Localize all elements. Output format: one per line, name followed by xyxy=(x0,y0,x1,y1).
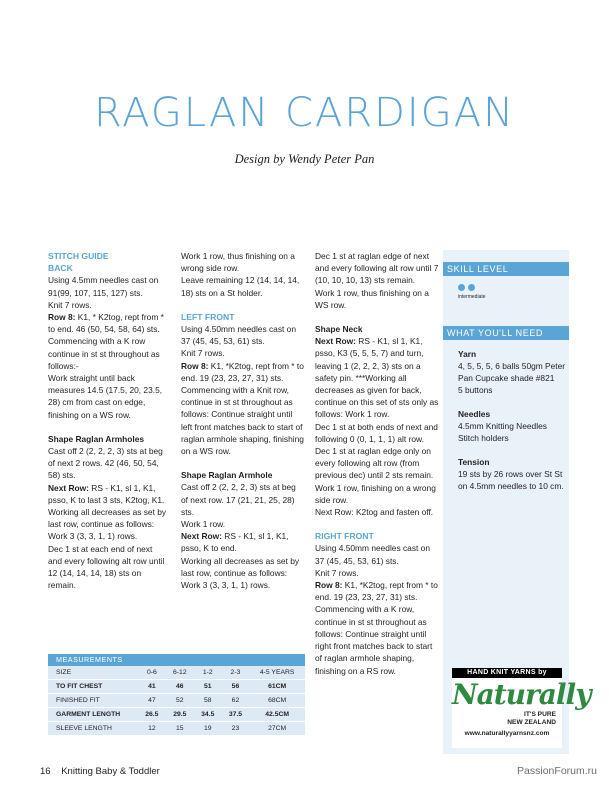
back-cast-on: Using 4.5mm needles cast on 91(99, 107, 115, 127) sts. xyxy=(48,275,159,298)
right-front-heading: RIGHT FRONT xyxy=(315,531,374,542)
lf-knit-rows: Knit 7 rows. xyxy=(181,348,225,359)
table-cell: 61CM xyxy=(249,680,305,694)
tension-text: 19 sts by 26 rows over St St on 4.5mm needles to 10 cm. xyxy=(458,469,564,491)
tension-heading: Tension xyxy=(458,457,490,467)
lf-commencing: Commencing with a Knit row, continue in st st throughout as follows: Continue straight until left front matches back to start of raglan armhole shaping, finishing on a WS row. xyxy=(181,385,304,457)
materials-list xyxy=(443,348,569,492)
lf-cast-on: Using 4.50mm needles cast on 37 (45, 45, 53, 61) sts. xyxy=(181,324,296,347)
needles-text: 4.5mm Knitting Needles xyxy=(458,421,547,431)
table-cell: 2-3 xyxy=(222,666,250,680)
ad-url: www.naturallyyarnsnz.com xyxy=(464,730,550,737)
what-you-need-header: WHAT YOU'LL NEED xyxy=(443,326,569,340)
table-cell: 58 xyxy=(194,694,222,708)
table-cell: 12 xyxy=(138,722,166,736)
table-cell: 51 xyxy=(194,680,222,694)
back-commencing: Commencing with a K row continue in st st throughout as follows:- xyxy=(48,336,160,371)
ad-by-text: by xyxy=(538,669,547,676)
row8-label: Row 8: xyxy=(181,360,209,371)
row-label: TO FIT CHEST xyxy=(48,680,138,694)
skill-level-icon xyxy=(443,276,569,324)
lf-row8 xyxy=(181,360,305,384)
row-label: SLEEVE LENGTH xyxy=(48,722,138,736)
table-cell: 68CM xyxy=(249,694,305,708)
row-label: FINISHED FIT xyxy=(48,694,138,708)
table-cell: 15 xyxy=(166,722,194,736)
table-cell: 37.5 xyxy=(222,708,250,722)
stitch-guide-heading: STITCH GUIDE xyxy=(48,251,109,261)
table-cell: 27CM xyxy=(249,722,305,736)
neck-dec-both: Dec 1 st at both ends of next and following 0 (0, 1, 1, 1) alt row. xyxy=(315,421,438,444)
measurements-table xyxy=(48,654,305,736)
table-row xyxy=(48,694,305,708)
yarn-balls-icon xyxy=(458,284,569,291)
publication-name: Knitting Baby & Toddler xyxy=(61,766,160,777)
shape-raglan-armhole-heading: Shape Raglan Armhole xyxy=(181,470,273,481)
back-knit-rows: Knit 7 rows. xyxy=(48,299,92,310)
lf-working-decreases: Working all decreases as set by last row, continue as follows: xyxy=(181,555,300,578)
page-footer xyxy=(40,766,168,777)
back-heading: BACK xyxy=(48,263,73,274)
row8-text: K1, * K2tog, rept from * to end. 46 (50, 54, 58, 64) sts. xyxy=(48,312,164,335)
shape-neck-heading: Shape Neck xyxy=(315,324,363,335)
neck-work-row: Work 1 row, finishing on a wrong side row. xyxy=(315,482,436,505)
next-row-label: Next Row: xyxy=(48,482,89,493)
row-label: SIZE xyxy=(48,666,138,680)
lf-cast-off: Cast off 2 (2, 2, 2, 3) sts at beg of next row. 17 (21, 21, 25, 28) sts. xyxy=(181,482,296,517)
row8-text: K1, *K2tog, rept from * to end. 19 (23, 23, 27, 31) sts. xyxy=(181,360,304,383)
ad-pure-line2: NEW ZEALAND xyxy=(507,719,556,726)
table-cell: 29.5 xyxy=(166,708,194,722)
measurements-header: MEASUREMENTS xyxy=(48,654,305,666)
table-row xyxy=(48,708,305,722)
row8-label: Row 8: xyxy=(48,312,76,323)
table-cell: 1-2 xyxy=(194,666,222,680)
table-cell: 41 xyxy=(138,680,166,694)
ad-pure-line1: IT'S PURE xyxy=(524,711,556,718)
next-row-label: Next Row: xyxy=(181,531,222,542)
designer-byline: Design by Wendy Peter Pan xyxy=(234,152,375,166)
shape-raglan-heading: Shape Raglan Armholes xyxy=(48,433,145,444)
back-cast-off: Cast off 2 (2, 2, 2, 3) sts at beg of next 2 rows. 42 (46, 50, 54, 58) sts. xyxy=(48,446,163,481)
table-cell: 42.5CM xyxy=(249,708,305,722)
page-title: RAGLAN CARDIGAN xyxy=(94,90,515,136)
table-cell: 56 xyxy=(222,680,250,694)
back-dec: Dec 1 st at each end of next and every following alt row until 12 (14, 14, 14, 18) sts on remain. xyxy=(48,543,165,591)
neck-fasten-off: Next Row: K2tog and fasten off. xyxy=(315,507,434,518)
table-cell: 47 xyxy=(138,694,166,708)
buttons-text: 5 buttons xyxy=(458,385,493,395)
table-row xyxy=(48,680,305,694)
table-cell: 23 xyxy=(222,722,250,736)
ad-banner-text: HAND KNIT YARNS xyxy=(467,669,536,676)
table-cell: 34.5 xyxy=(194,708,222,722)
table-row xyxy=(48,666,305,680)
next-row-text: RS - K1, sl 1, K1, psso, K3 (5, 5, 5, 7) and turn, leaving 1 (2, 2, 2, 3) sts on a safety pin. ***Working all decreases as given for back, continue on this set of sts only as follows: Work 1 row. xyxy=(315,336,439,420)
table-cell: 26.5 xyxy=(138,708,166,722)
next-row-text: RS - K1, sl 1, K1, psso, K to last 3 sts, K2tog, K1. xyxy=(48,482,165,505)
rf-commencing: Commencing with a K row, continue in st st throughout as follows: Continue straight until right front matches back to start of raglan armhole shaping, finishing on a RS row. xyxy=(315,604,433,676)
table-cell: 46 xyxy=(166,680,194,694)
table-cell: 6-12 xyxy=(166,666,194,680)
back-leave-sts: Leave remaining 12 (14, 14, 14, 18) sts on a St holder. xyxy=(181,275,300,298)
neck-dec-raglan: Dec 1 st at raglan edge only on every following alt row (from previous dec) until 2 sts remain. xyxy=(315,446,434,481)
left-front-heading: LEFT FRONT xyxy=(181,311,235,322)
back-working-decreases: Working all decreases as set by last row, continue as follows: xyxy=(48,507,167,530)
rf-cast-on: Using 4.50mm needles cast on 37 (45, 45, 53, 61) sts. xyxy=(315,543,430,566)
ad-banner xyxy=(452,668,562,678)
next-row-label: Next Row: xyxy=(315,336,356,347)
neck-next-row xyxy=(315,335,439,420)
table-cell: 4-5 YEARS xyxy=(249,666,305,680)
lf-work-rows: Work 3 (3, 3, 1, 1) rows. xyxy=(181,580,271,591)
table-cell: 0-6 xyxy=(138,666,166,680)
measurements-grid xyxy=(48,666,305,736)
naturally-yarns-ad xyxy=(452,668,591,748)
table-cell: 19 xyxy=(194,722,222,736)
holders-text: Stitch holders xyxy=(458,433,509,443)
next-row-text: RS - K1, sl 1, K1, psso, K to end. xyxy=(181,531,289,554)
column-2 xyxy=(181,250,305,591)
naturally-logo: Naturally xyxy=(452,678,591,711)
column-1 xyxy=(48,250,168,591)
column-3 xyxy=(315,250,439,677)
back-work-row: Work 1 row, thus finishing on a wrong side row. xyxy=(181,251,295,274)
row-label: GARMENT LENGTH xyxy=(48,708,138,722)
skill-caption: intermediate xyxy=(458,294,486,300)
table-row xyxy=(48,722,305,736)
page-number: 16 xyxy=(40,766,51,777)
yarn-ball-icon xyxy=(458,284,465,291)
needles-heading: Needles xyxy=(458,409,491,419)
watermark: PassionForum.ru xyxy=(517,765,597,777)
back-work-rows: Work 3 (3, 3, 1, 1) rows. xyxy=(48,531,138,542)
back-work-straight: Work straight until back measures 14.5 (17.5, 20, 23.5, 28) cm from cast on edge, finishing on a WS row. xyxy=(48,373,163,420)
table-cell: 62 xyxy=(222,694,250,708)
back-row8 xyxy=(48,311,168,335)
table-cell: 52 xyxy=(166,694,194,708)
rf-knit-rows: Knit 7 rows. xyxy=(315,567,359,578)
row8-label: Row 8: xyxy=(315,580,343,591)
yarn-ball-icon xyxy=(468,284,475,291)
skill-level-header: SKILL LEVEL xyxy=(443,262,569,276)
lf-work-ws: Work 1 row, thus finishing on a WS row. xyxy=(315,287,429,310)
row8-text: K1, *K2tog, rept from * to end. 19 (23, 23, 27, 31) sts. xyxy=(315,580,438,603)
lf-dec-raglan: Dec 1 st at raglan edge of next and every following alt row until 7 (10, 10, 10, 13) sts remain. xyxy=(315,251,439,286)
yarn-heading: Yarn xyxy=(458,349,477,359)
rf-row8 xyxy=(315,579,439,603)
lf-next-row xyxy=(181,530,305,554)
back-next-row xyxy=(48,482,168,506)
yarn-text: 4, 5, 5, 5, 6 balls 50gm Peter Pan Cupcake shade #821 xyxy=(458,361,566,383)
lf-work-row: Work 1 row. xyxy=(181,519,226,530)
